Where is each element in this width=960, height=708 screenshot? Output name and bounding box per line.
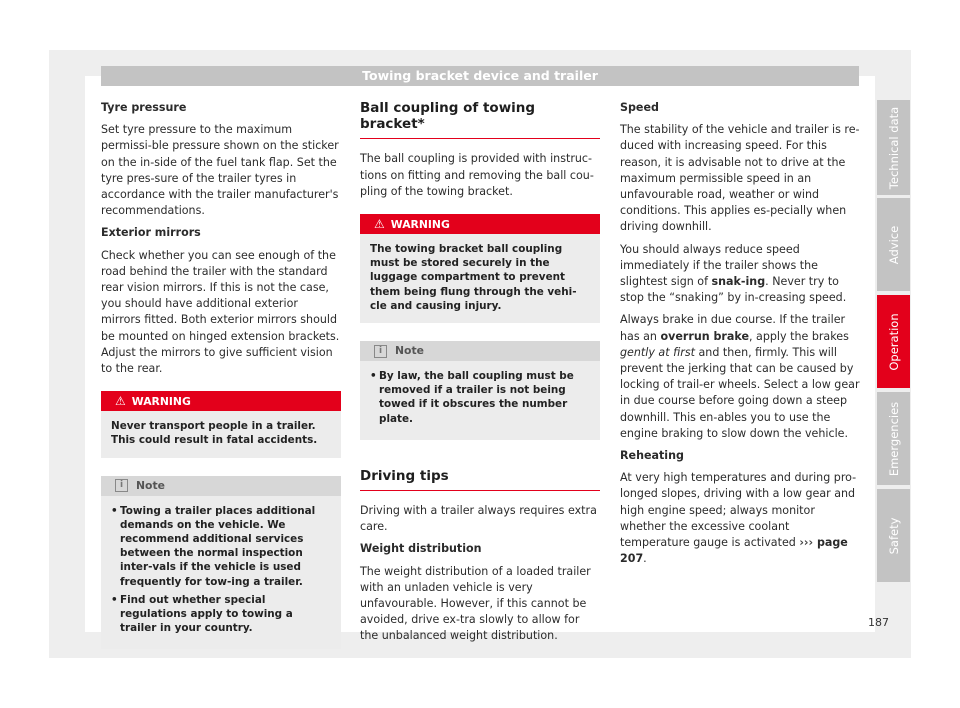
warning-box (360, 214, 600, 323)
tab-label: Safety (886, 517, 901, 554)
tab-emergencies[interactable] (877, 392, 910, 485)
tab-label: Technical data (886, 106, 901, 189)
driving-tips-text: Driving with a trailer always requires extra care. (360, 504, 597, 534)
tab-advice[interactable] (877, 198, 910, 291)
tab-label: Operation (886, 312, 901, 371)
warning-label: WARNING (131, 395, 191, 409)
warning-box (101, 391, 341, 457)
warning-header (360, 214, 600, 234)
warning-triangle-icon: ⚠ (374, 217, 385, 232)
tab-label: Advice (886, 225, 901, 264)
note-header (360, 341, 600, 361)
tab-operation[interactable] (877, 295, 910, 388)
snaking-text-end: . Never try to stop the “snaking” by in-creasing speed. (620, 275, 847, 305)
page-207-link[interactable]: page 207 (620, 536, 848, 566)
speed-text: The stability of the vehicle and trailer is re-duced with increasing speed. For this reason, it is advisable not to drive at the maximum permissible speed in an unfavourable road, weather or wind conditions. This applies es-pecially when driving downhill. (620, 123, 860, 234)
note-bullet: • Find out whether special regulations apply to towing a trailer in your country. (111, 593, 331, 636)
note-box (101, 476, 341, 650)
note-bullet: • By law, the ball coupling must be removed if a trailer is not being towed if it obscures the number plate. (370, 369, 590, 426)
warning-triangle-icon: ⚠ (115, 394, 126, 409)
warning-label: WARNING (390, 218, 450, 232)
note-body (360, 361, 600, 440)
reheating-heading: Reheating (620, 449, 684, 463)
tab-safety[interactable] (877, 489, 910, 582)
note-body (101, 496, 341, 650)
column-right (620, 100, 860, 573)
exterior-mirrors-heading: Exterior mirrors (101, 226, 201, 240)
ball-coupling-heading: Ball coupling of towing bracket* (360, 100, 600, 139)
warning-text: The towing bracket ball coupling must be stored securely in the luggage compartment to prevent them being flung through the vehi-cle and causing injury. (370, 243, 577, 312)
column-middle (360, 100, 600, 651)
warning-text: Never transport people in a trailer. This could result in fatal accidents. (111, 420, 318, 447)
info-icon: i (115, 479, 128, 492)
note-label: Note (136, 478, 165, 492)
speed-heading: Speed (620, 101, 659, 114)
tab-technical-data[interactable] (877, 100, 910, 195)
snaking-paragraph (620, 242, 860, 307)
snaking-term: snak-ing (711, 275, 766, 289)
tab-label: Emergencies (886, 401, 901, 476)
driving-tips-heading: Driving tips (360, 468, 600, 491)
info-icon: i (374, 345, 387, 358)
column-left (101, 100, 341, 667)
note-header (101, 476, 341, 496)
page-reference-arrow-icon: ››› (799, 536, 814, 550)
brake-text-mid: , apply the brakes (748, 329, 849, 343)
note-box (360, 341, 600, 440)
page-header: Towing bracket device and trailer (101, 66, 859, 86)
reheating-paragraph (620, 470, 860, 567)
weight-distribution-text: The weight distribution of a loaded trailer with an unladen vehicle is very unfavourable. However, if this cannot be avoided, drive ex-tra slowly to allow for the unbalanced weight distribution. (360, 564, 591, 643)
snaking-text: You should always reduce speed immediately if the trailer shows the slightest sign of (620, 242, 819, 289)
weight-distribution-heading: Weight distribution (360, 542, 482, 556)
reheating-text: At very high temperatures and during pro-longed slopes, driving with a low gear and high engine speed; always monitor whether the excessive coolant temperature gauge is activated (620, 471, 857, 550)
overrun-brake-term: overrun brake (660, 329, 749, 343)
brake-text: Always brake in due course. If the trailer has an (620, 313, 846, 343)
page-number: 187 (868, 616, 889, 629)
reheating-text-end: . (643, 552, 647, 566)
ball-coupling-text: The ball coupling is provided with instruc-tions on fitting and removing the ball cou-pling of the towing bracket. (360, 152, 594, 198)
tyre-pressure-text: Set tyre pressure to the maximum permissi-ble pressure shown on the sticker on the in-side of the fuel tank flap. Set the tyre pres-sure of the trailer tyres in accordance with the trailer manufacturer's recommendations. (101, 123, 339, 218)
gently-first-term: gently at first (620, 345, 695, 359)
note-label: Note (395, 344, 424, 358)
exterior-mirrors-text: Check whether you can see enough of the road behind the trailer with the standard rear vision mirrors. If this is not the case, you should have additional exterior mirrors fitted. Both exterior mirrors should be mounted on hinged extension brackets. Adjust the mirrors to give sufficient vision to the rear. (101, 248, 340, 376)
tyre-pressure-heading: Tyre pressure (101, 101, 187, 114)
brake-text-end: and then, firmly. This will prevent the jerking that can be caused by locking of trail-er wheels. Select a low gear in due course before going down a steep downhill. This en-ables you to use the engine braking to slow down the vehicle. (620, 345, 860, 440)
warning-header (101, 391, 341, 411)
brake-paragraph (620, 312, 860, 442)
note-bullet: • Towing a trailer places additional demands on the vehicle. We recommend additional services between the normal inspection inter-vals if the vehicle is used frequently for tow-ing a trailer. (111, 504, 331, 589)
